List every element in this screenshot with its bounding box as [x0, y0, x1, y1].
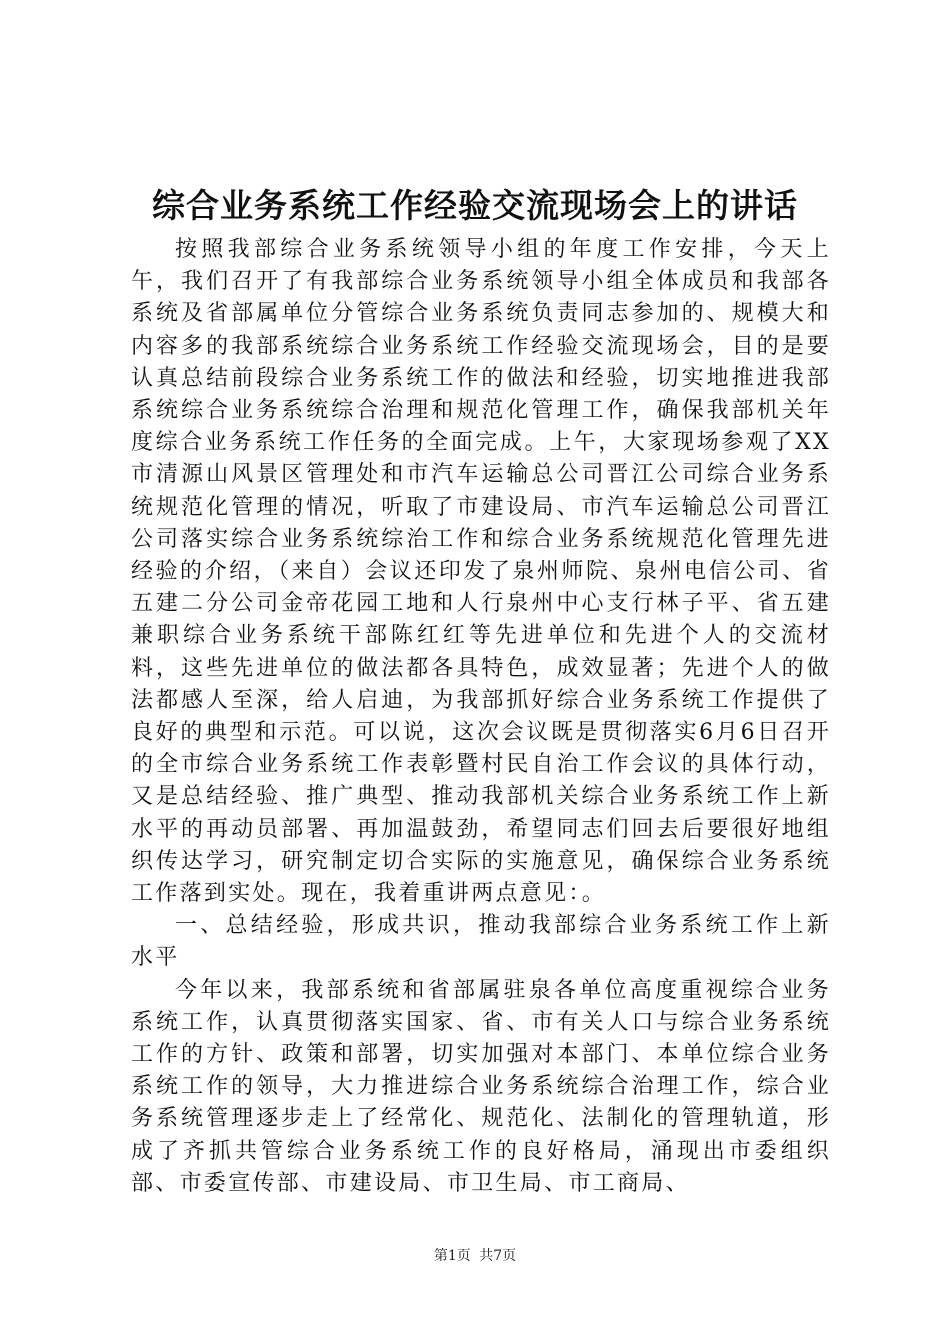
- body-paragraph: 今年以来，我部系统和省部属驻泉各单位高度重视综合业务系统工作，认真贯彻落实国家、省、市有关人口与综合业务系统工作的方针、政策和部署，切实加强对本部门、本单位综合业务系统工作的领导，大力推进综合业务系统综合治理工作，综合业务系统管理逐步走上了经常化、规范化、法制化的管理轨道，形成了齐抓共管综合业务系统工作的良好格局，涌现出市委组织部、市委宣传部、市建设局、市卫生局、市工商局、: [131, 977, 831, 1196]
- document-title: 综合业务系统工作经验交流现场会上的讲话: [152, 186, 798, 225]
- intro-paragraph: 按照我部综合业务系统领导小组的年度工作安排，今天上午，我们召开了有我部综合业务系统领导小组全体成员和我部各系统及省部属单位分管综合业务系统负责同志参加的、规模大和内容多的我部系统综合业务系统工作经验交流现场会，目的是要认真总结前段综合业务系统工作的做法和经验，切实地推进我部系统综合业务系统综合治理和规范化管理工作，确保我部机关年度综合业务系统工作任务的全面完成。上午，大家现场参观了XX市清源山风景区管理处和市汽车运输总公司晋江公司综合业务系统规范化管理的情况，听取了市建设局、市汽车运输总公司晋江公司落实综合业务系统综治工作和综合业务系统规范化管理先进经验的介绍，（来自）会议还印发了泉州师院、泉州电信公司、省五建二分公司金帝花园工地和人行泉州中心支行林子平、省五建兼职综合业务系统干部陈红红等先进单位和先进个人的交流材料，这些先进单位的做法都各具特色，成效显著；先进个人的做法都感人至深，给人启迪，为我部抓好综合业务系统工作提供了良好的典型和示范。可以说，这次会议既是贯彻落实6月6日召开的全市综合业务系统工作表彰暨村民自治工作会议的具体行动，又是总结经验、推广典型、推动我部机关综合业务系统工作上新水平的再动员部署、再加温鼓劲，希望同志们回去后要很好地组织传达学习，研究制定切合实际的实施意见，确保综合业务系统工作落到实处。现在，我着重讲两点意见：。: [131, 237, 831, 907]
- document-body: [131, 234, 831, 1200]
- section-heading-paragraph: 一、总结经验，形成共识，推动我部综合业务系统工作上新水平: [131, 913, 831, 971]
- page-number: 第1页: [433, 1248, 471, 1264]
- page-total: 共7页: [479, 1248, 517, 1264]
- page-footer: [0, 1246, 950, 1266]
